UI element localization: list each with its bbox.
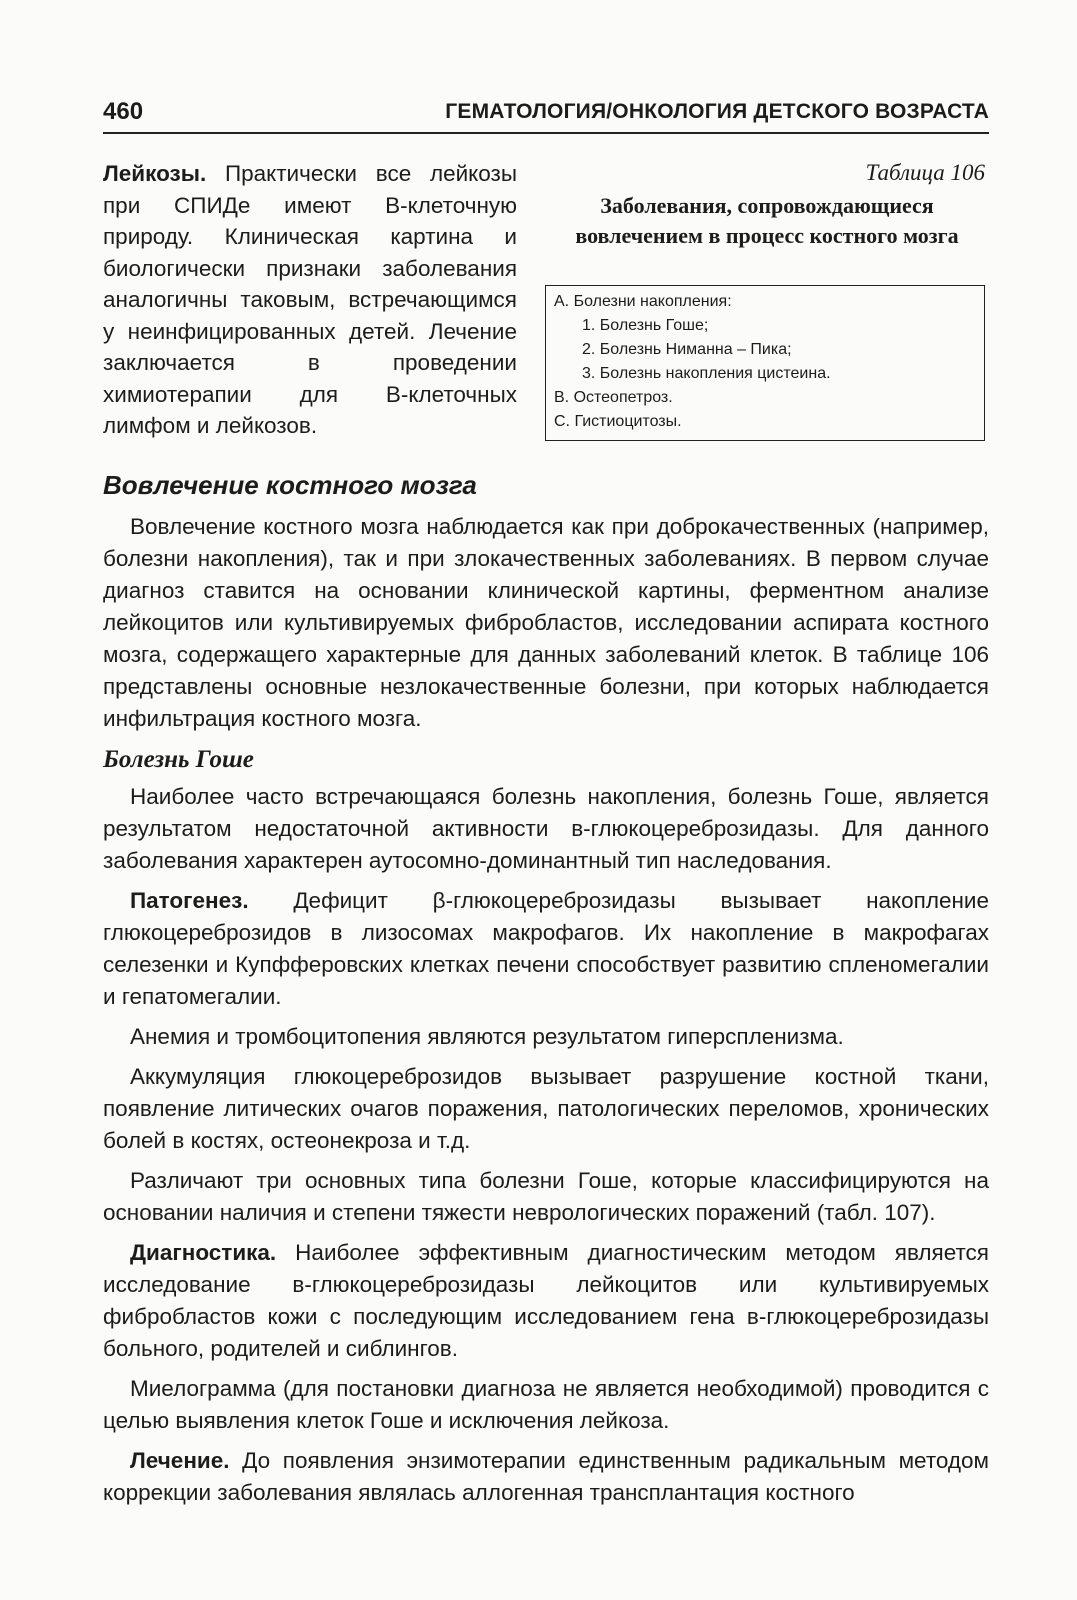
gaucher-paragraph-1: Наиболее часто встречающаяся болезнь накопления, болезнь Гоше, является результатом недостаточной активности в-глюкоцереброзидазы. Для данного заболевания характерен аутосомно-доминантный тип наследования. <box>103 784 989 873</box>
main-text <box>103 511 989 1517</box>
pathogenesis-paragraph <box>103 885 989 1013</box>
gaucher-paragraph-5: Различают три основных типа болезни Гоше, которые классифицируются на основании наличия и степени тяжести неврологических поражений (табл. 107). <box>103 1168 989 1225</box>
running-head: ГЕМАТОЛОГИЯ/ОНКОЛОГИЯ ДЕТСКОГО ВОЗРАСТА <box>445 100 989 123</box>
section-title: Вовлечение костного мозга <box>103 470 477 500</box>
table-caption <box>545 158 989 251</box>
page-header <box>103 98 989 134</box>
table-row: В. Остеопетроз. <box>554 389 673 406</box>
leukemia-paragraph <box>103 158 517 442</box>
diagnostics-paragraph <box>103 1237 989 1365</box>
gaucher-paragraph-3: Анемия и тромбоцитопения являются результатом гиперспленизма. <box>130 1024 844 1049</box>
diagnostics-lead: Диагностика. <box>130 1240 277 1265</box>
gaucher-paragraph-4: Аккумуляция глюкоцереброзидов вызывает разрушение костной ткани, появление литических очагов поражения, патологических переломов, хронических болей в костях, остеонекроза и т.д. <box>103 1064 989 1153</box>
table-row: 2. Болезнь Ниманна – Пика; <box>582 341 792 358</box>
section-intro: Вовлечение костного мозга наблюдается как при доброкачественных (например, болезни накопления), так и при злокачественных заболеваниях. В первом случае диагноз ставится на основании клинической картины, ферментном анализе лейкоцитов или культивируемых фибробластов, исследовании аспирата костного мозга, содержащего характерные для данных заболеваний клеток. В таблице 106 представлены основные незлокачественные болезни, при которых наблюдается инфильтрация костного мозга. <box>103 514 989 731</box>
pathogenesis-text: Дефицит β-глюкоцереброзидазы вызывает накопление глюкоцереброзидов в лизосомах макрофагов. Их накопление в макрофагах селезенки и Купфферовских клетках печени способствует развитию спленомегалии и гепатомегалии. <box>103 888 989 1009</box>
table-title: Заболевания, сопровождающиеся вовлечением в процесс костного мозга <box>575 193 959 248</box>
table-row: С. Гистиоцитозы. <box>554 413 682 430</box>
treatment-lead: Лечение. <box>130 1448 230 1473</box>
leukemia-lead: Лейкозы. <box>103 161 207 186</box>
leukemia-text: Практически все лейкозы при СПИДе имеют В-клеточную природу. Клиническая картина и биологически признаки заболевания аналогичны таковым, встречающимся у неинфицированных детей. Лечение заключается в проведении химиотерапии для В-клеточных лимфом и лейкозов. <box>103 161 517 438</box>
page-number: 460 <box>103 98 144 125</box>
diagnostics-text: Наиболее эффективным диагностическим методом является исследование в-глюкоцереброзидазы лейкоцитов или культивируемых фибробластов кожи с последующим исследованием гена в-глюкоцереброзидазы больного, родителей и сиблингов. <box>103 1240 989 1361</box>
treatment-text: До появления энзимотерапии единственным радикальным методом коррекции заболевания являлась аллогенная трансплантация костного <box>103 1448 989 1505</box>
table-row: А. Болезни накопления: <box>554 293 732 310</box>
gaucher-paragraph-7: Миелограмма (для постановки диагноза не является необходимой) проводится с целью выявления клеток Гоше и исключения лейкоза. <box>103 1376 989 1433</box>
table-number: Таблица 106 <box>865 160 985 185</box>
table-row: 3. Болезнь накопления цистеина. <box>582 365 831 382</box>
table-row: 1. Болезнь Гоше; <box>582 317 709 334</box>
table-106 <box>545 285 985 441</box>
pathogenesis-lead: Патогенез. <box>130 888 249 913</box>
gaucher-title: Болезнь Гоше <box>103 746 254 773</box>
treatment-paragraph <box>103 1445 989 1509</box>
